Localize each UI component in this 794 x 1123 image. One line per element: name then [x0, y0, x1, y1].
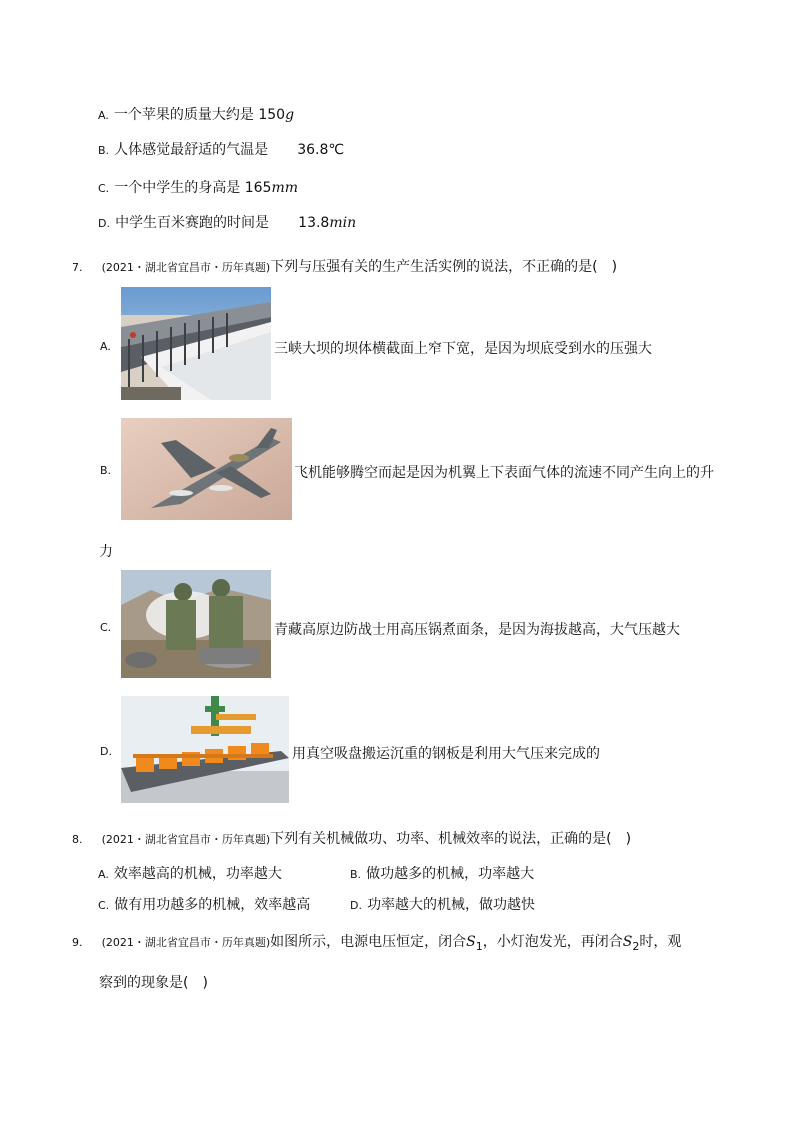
option-text: 效率越高的机械，功率越大 — [113, 866, 282, 882]
question-source: (2021・湖北省宜昌市・历年真题) — [101, 936, 271, 949]
option-letter: C. — [98, 182, 110, 195]
option-letter: A. — [98, 109, 109, 122]
option-letter: C. — [98, 899, 110, 912]
question-text: 下列有关机械做功、功率、机械效率的说法，正确的是( ) — [270, 831, 632, 847]
q8-option-c — [98, 894, 310, 914]
option-text: 中学生百米赛跑的时间是 — [115, 215, 270, 231]
option-text: 人体感觉最舒适的气温是 — [114, 142, 269, 158]
switch-s2: S — [622, 934, 633, 950]
option-text: 做有用功越多的机械，效率越高 — [114, 897, 311, 913]
q7-option-b-text: 飞机能够腾空而起是因为机翼上下表面气体的流速不同产生向上的升 — [294, 465, 714, 481]
fighter-jet-photo — [121, 418, 292, 520]
option-text: 做功越多的机械，功率越大 — [366, 866, 535, 882]
option-letter: A. — [98, 868, 109, 881]
q6-option-d — [98, 212, 356, 232]
vacuum-suction-lifter-photo — [121, 696, 289, 803]
question-text-3: 时，观 — [639, 934, 682, 950]
q7-option-b-text-continued: 力 — [99, 544, 113, 560]
option-unit: min — [329, 215, 357, 231]
option-letter: B. — [350, 868, 362, 881]
question-text: 下列与压强有关的生产生活实例的说法，不正确的是( ) — [270, 259, 618, 275]
q8-option-a — [98, 863, 282, 883]
q8-option-b — [350, 863, 534, 883]
three-gorges-dam-photo — [121, 287, 271, 400]
q8-option-d — [350, 894, 535, 914]
option-value: 13.8 — [298, 215, 330, 231]
switch-s2-subscript: 2 — [632, 940, 640, 954]
switch-s1-subscript: 1 — [475, 940, 483, 954]
option-unit: g — [285, 107, 295, 123]
q7-option-a-text: 三峡大坝的坝体横截面上窄下宽，是因为坝底受到水的压强大 — [274, 341, 652, 357]
question-text: 如图所示，电源电压恒定，闭合 — [270, 934, 467, 950]
question-text-2: ，小灯泡发光，再闭合 — [482, 934, 623, 950]
soldiers-pressure-cooker-photo — [121, 570, 271, 678]
question-number: 8. — [72, 833, 83, 846]
q9-stem-line2: 察到的现象是( ) — [99, 975, 208, 991]
option-letter: D. — [350, 899, 362, 912]
question-source: (2021・湖北省宜昌市・历年真题) — [101, 261, 271, 274]
option-unit: mm — [271, 180, 299, 196]
option-letter: B. — [98, 144, 110, 157]
option-text: 一个中学生的身高是 165 — [114, 180, 272, 196]
q9-stem — [72, 931, 681, 953]
option-text: 功率越大的机械，做功越快 — [367, 897, 536, 913]
q7-option-c-letter: C. — [100, 621, 112, 634]
option-letter: D. — [98, 217, 110, 230]
question-number: 9. — [72, 936, 83, 949]
option-text: 一个苹果的质量大约是 150 — [113, 107, 286, 123]
q6-option-c — [98, 177, 298, 197]
q8-stem — [72, 828, 631, 848]
q7-option-c-text: 青藏高原边防战士用高压锅煮面条，是因为海拔越高，大气压越大 — [274, 622, 680, 638]
q6-option-a — [98, 104, 294, 124]
q7-option-b-letter: B. — [100, 464, 112, 477]
question-number: 7. — [72, 261, 83, 274]
option-value: 36.8℃ — [297, 142, 345, 158]
switch-s1: S — [466, 934, 476, 950]
q7-stem — [72, 256, 617, 276]
q6-option-b — [98, 139, 344, 159]
q7-option-a-letter: A. — [100, 340, 111, 353]
q7-option-d-letter: D. — [100, 745, 112, 758]
q7-option-d-text: 用真空吸盘搬运沉重的钢板是利用大气压来完成的 — [292, 746, 600, 762]
question-source: (2021・湖北省宜昌市・历年真题) — [101, 833, 271, 846]
